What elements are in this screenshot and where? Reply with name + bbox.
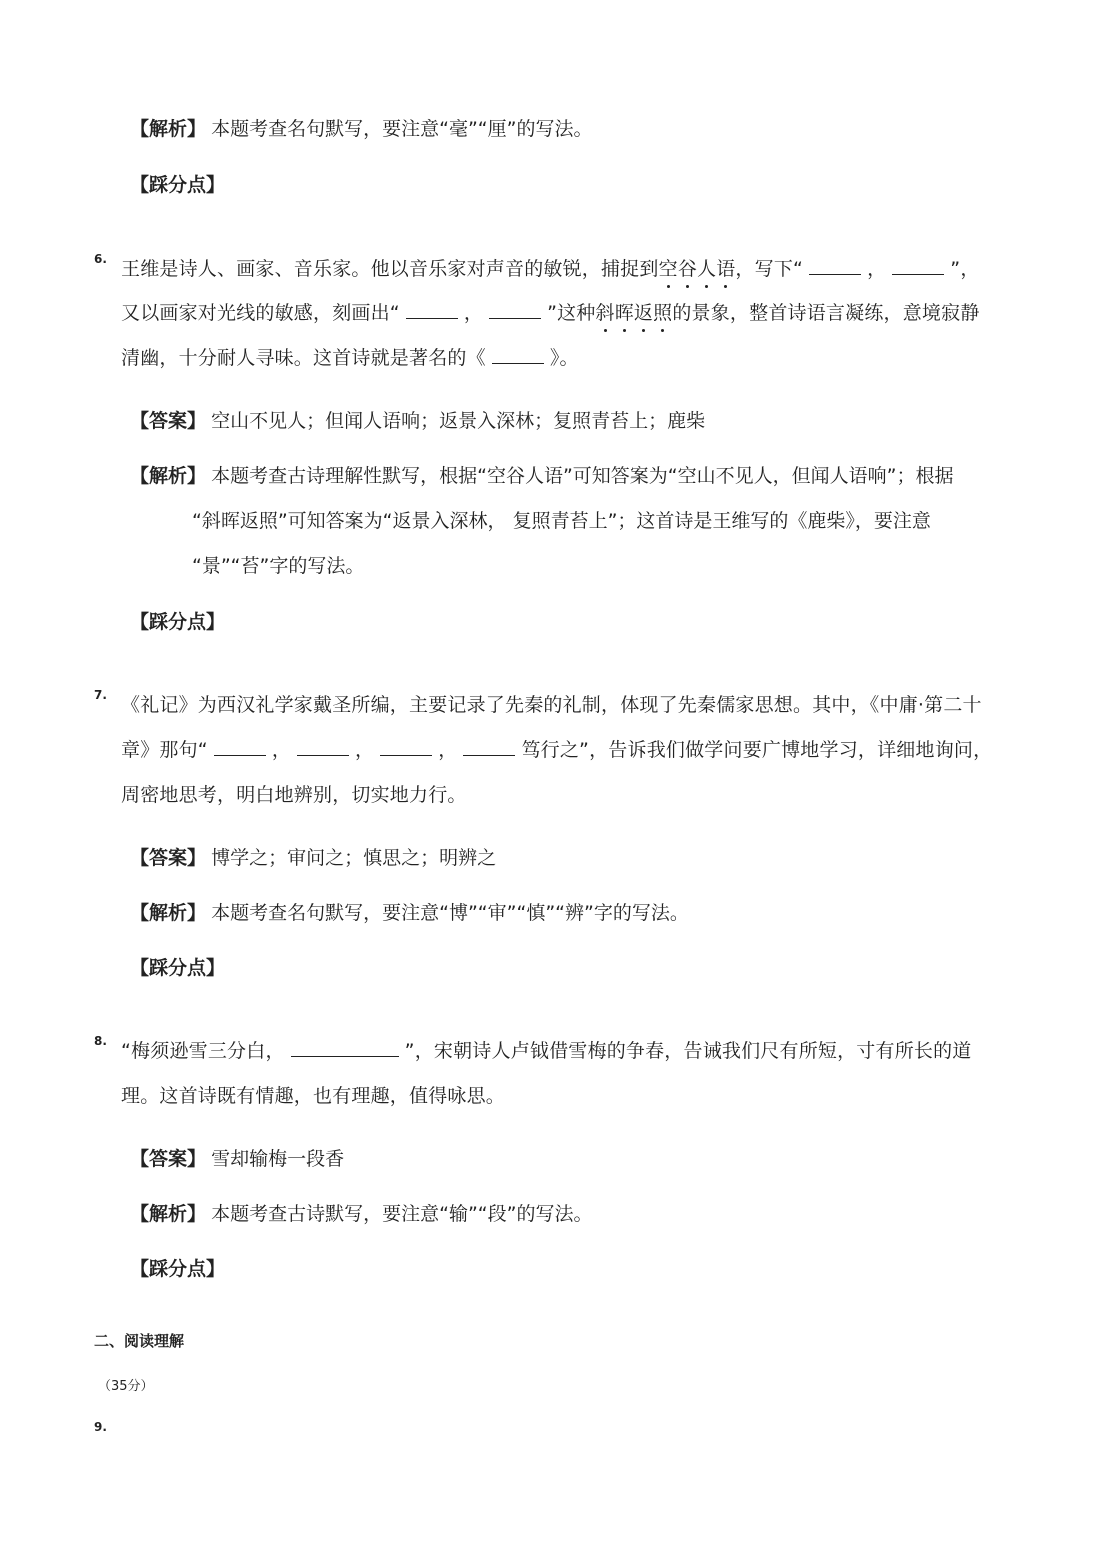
answer-blank xyxy=(297,736,349,756)
answer-blank xyxy=(406,299,458,319)
analysis-label: 【解析】 xyxy=(130,902,207,924)
q7-analysis-text: 本题考查名句默写，要注意“博”“审”“慎”“辨”字的写法。 xyxy=(211,902,689,924)
q8-number: 8. xyxy=(94,1034,107,1048)
q8-analysis-row xyxy=(130,1199,592,1226)
q6-analysis-text-1: 本题考查古诗理解性默写，根据“空谷人语”可知答案为“空山不见人，但闻人语响”；根据 xyxy=(211,465,954,487)
answer-blank xyxy=(380,736,432,756)
answer-blank xyxy=(809,255,861,275)
answer-blank xyxy=(214,736,266,756)
answer-blank xyxy=(291,1037,399,1057)
q8-line-1: “梅须逊雪三分白， ”，宋朝诗人卢钺借雪梅的争春，告诫我们尺有所短，寸有所长的道 xyxy=(121,1036,972,1063)
answer-blank xyxy=(489,299,541,319)
q6-analysis-text-3: “景”“苔”字的写法。 xyxy=(192,555,365,577)
q7-scoring-label: 【踩分点】 xyxy=(130,957,226,979)
q5-analysis-text: 本题考查名句默写，要注意“毫”“厘”的写法。 xyxy=(211,118,593,140)
q7-line-1: 《礼记》为西汉礼学家戴圣所编，主要记录了先秦的礼制，体现了先秦儒家思想。其中，《中庸·第二十 xyxy=(121,694,982,716)
q6-line-2: 又以画家对光线的敏感，刻画出“ ， ”这种斜晖返照的景象，整首诗语言凝练，意境寂静 xyxy=(121,298,980,325)
q6-answer-text: 空山不见人；但闻人语响；返景入深林；复照青苔上；鹿柴 xyxy=(211,410,706,432)
q8-line-2: 理。这首诗既有情趣，也有理趣，值得咏思。 xyxy=(121,1085,506,1107)
q6-analysis-row xyxy=(130,461,954,488)
q8-answer-text: 雪却输梅一段香 xyxy=(211,1148,345,1170)
q7-line-2: 章》那句“ ， ， ， 笃行之”，告诉我们做学问要广博地学习，详细地询问， xyxy=(121,735,992,762)
section-title: 二、阅读理解 xyxy=(94,1332,185,1350)
q5-analysis-row xyxy=(130,114,592,141)
analysis-label: 【解析】 xyxy=(130,1203,207,1225)
answer-label: 【答案】 xyxy=(130,410,207,432)
q9-number: 9. xyxy=(94,1420,107,1434)
q6-analysis-text-2: “斜晖返照”可知答案为“返景入深林， 复照青苔上”；这首诗是王维写的《鹿柴》，要注意 xyxy=(192,510,931,532)
q7-answer-text: 博学之；审问之；慎思之；明辨之 xyxy=(211,847,497,869)
answer-label: 【答案】 xyxy=(130,847,207,869)
q6-line-3: 清幽，十分耐人寻味。这首诗就是著名的《 》。 xyxy=(121,343,579,370)
q6-answer-row xyxy=(130,406,705,433)
q7-analysis-row xyxy=(130,898,689,925)
answer-blank xyxy=(492,344,544,364)
q6-scoring-label: 【踩分点】 xyxy=(130,611,226,633)
q8-scoring-label: 【踩分点】 xyxy=(130,1258,226,1280)
q5-scoring-label: 【踩分点】 xyxy=(130,174,226,196)
q7-number: 7. xyxy=(94,688,107,702)
answer-blank xyxy=(463,736,515,756)
answer-blank xyxy=(892,255,944,275)
q7-line-3: 周密地思考，明白地辨别，切实地力行。 xyxy=(121,784,467,806)
q6-number: 6. xyxy=(94,252,107,266)
q8-answer-row xyxy=(130,1144,344,1171)
section-score: （35分） xyxy=(98,1379,154,1394)
analysis-label: 【解析】 xyxy=(130,465,207,487)
analysis-label: 【解析】 xyxy=(130,118,207,140)
q6-line-1: 王维是诗人、画家、音乐家。他以音乐家对声音的敏锐，捕捉到空谷人语，写下“ ， ”， xyxy=(121,254,980,281)
q7-answer-row xyxy=(130,843,496,870)
answer-label: 【答案】 xyxy=(130,1148,207,1170)
q8-analysis-text: 本题考查古诗默写，要注意“输”“段”的写法。 xyxy=(211,1203,593,1225)
